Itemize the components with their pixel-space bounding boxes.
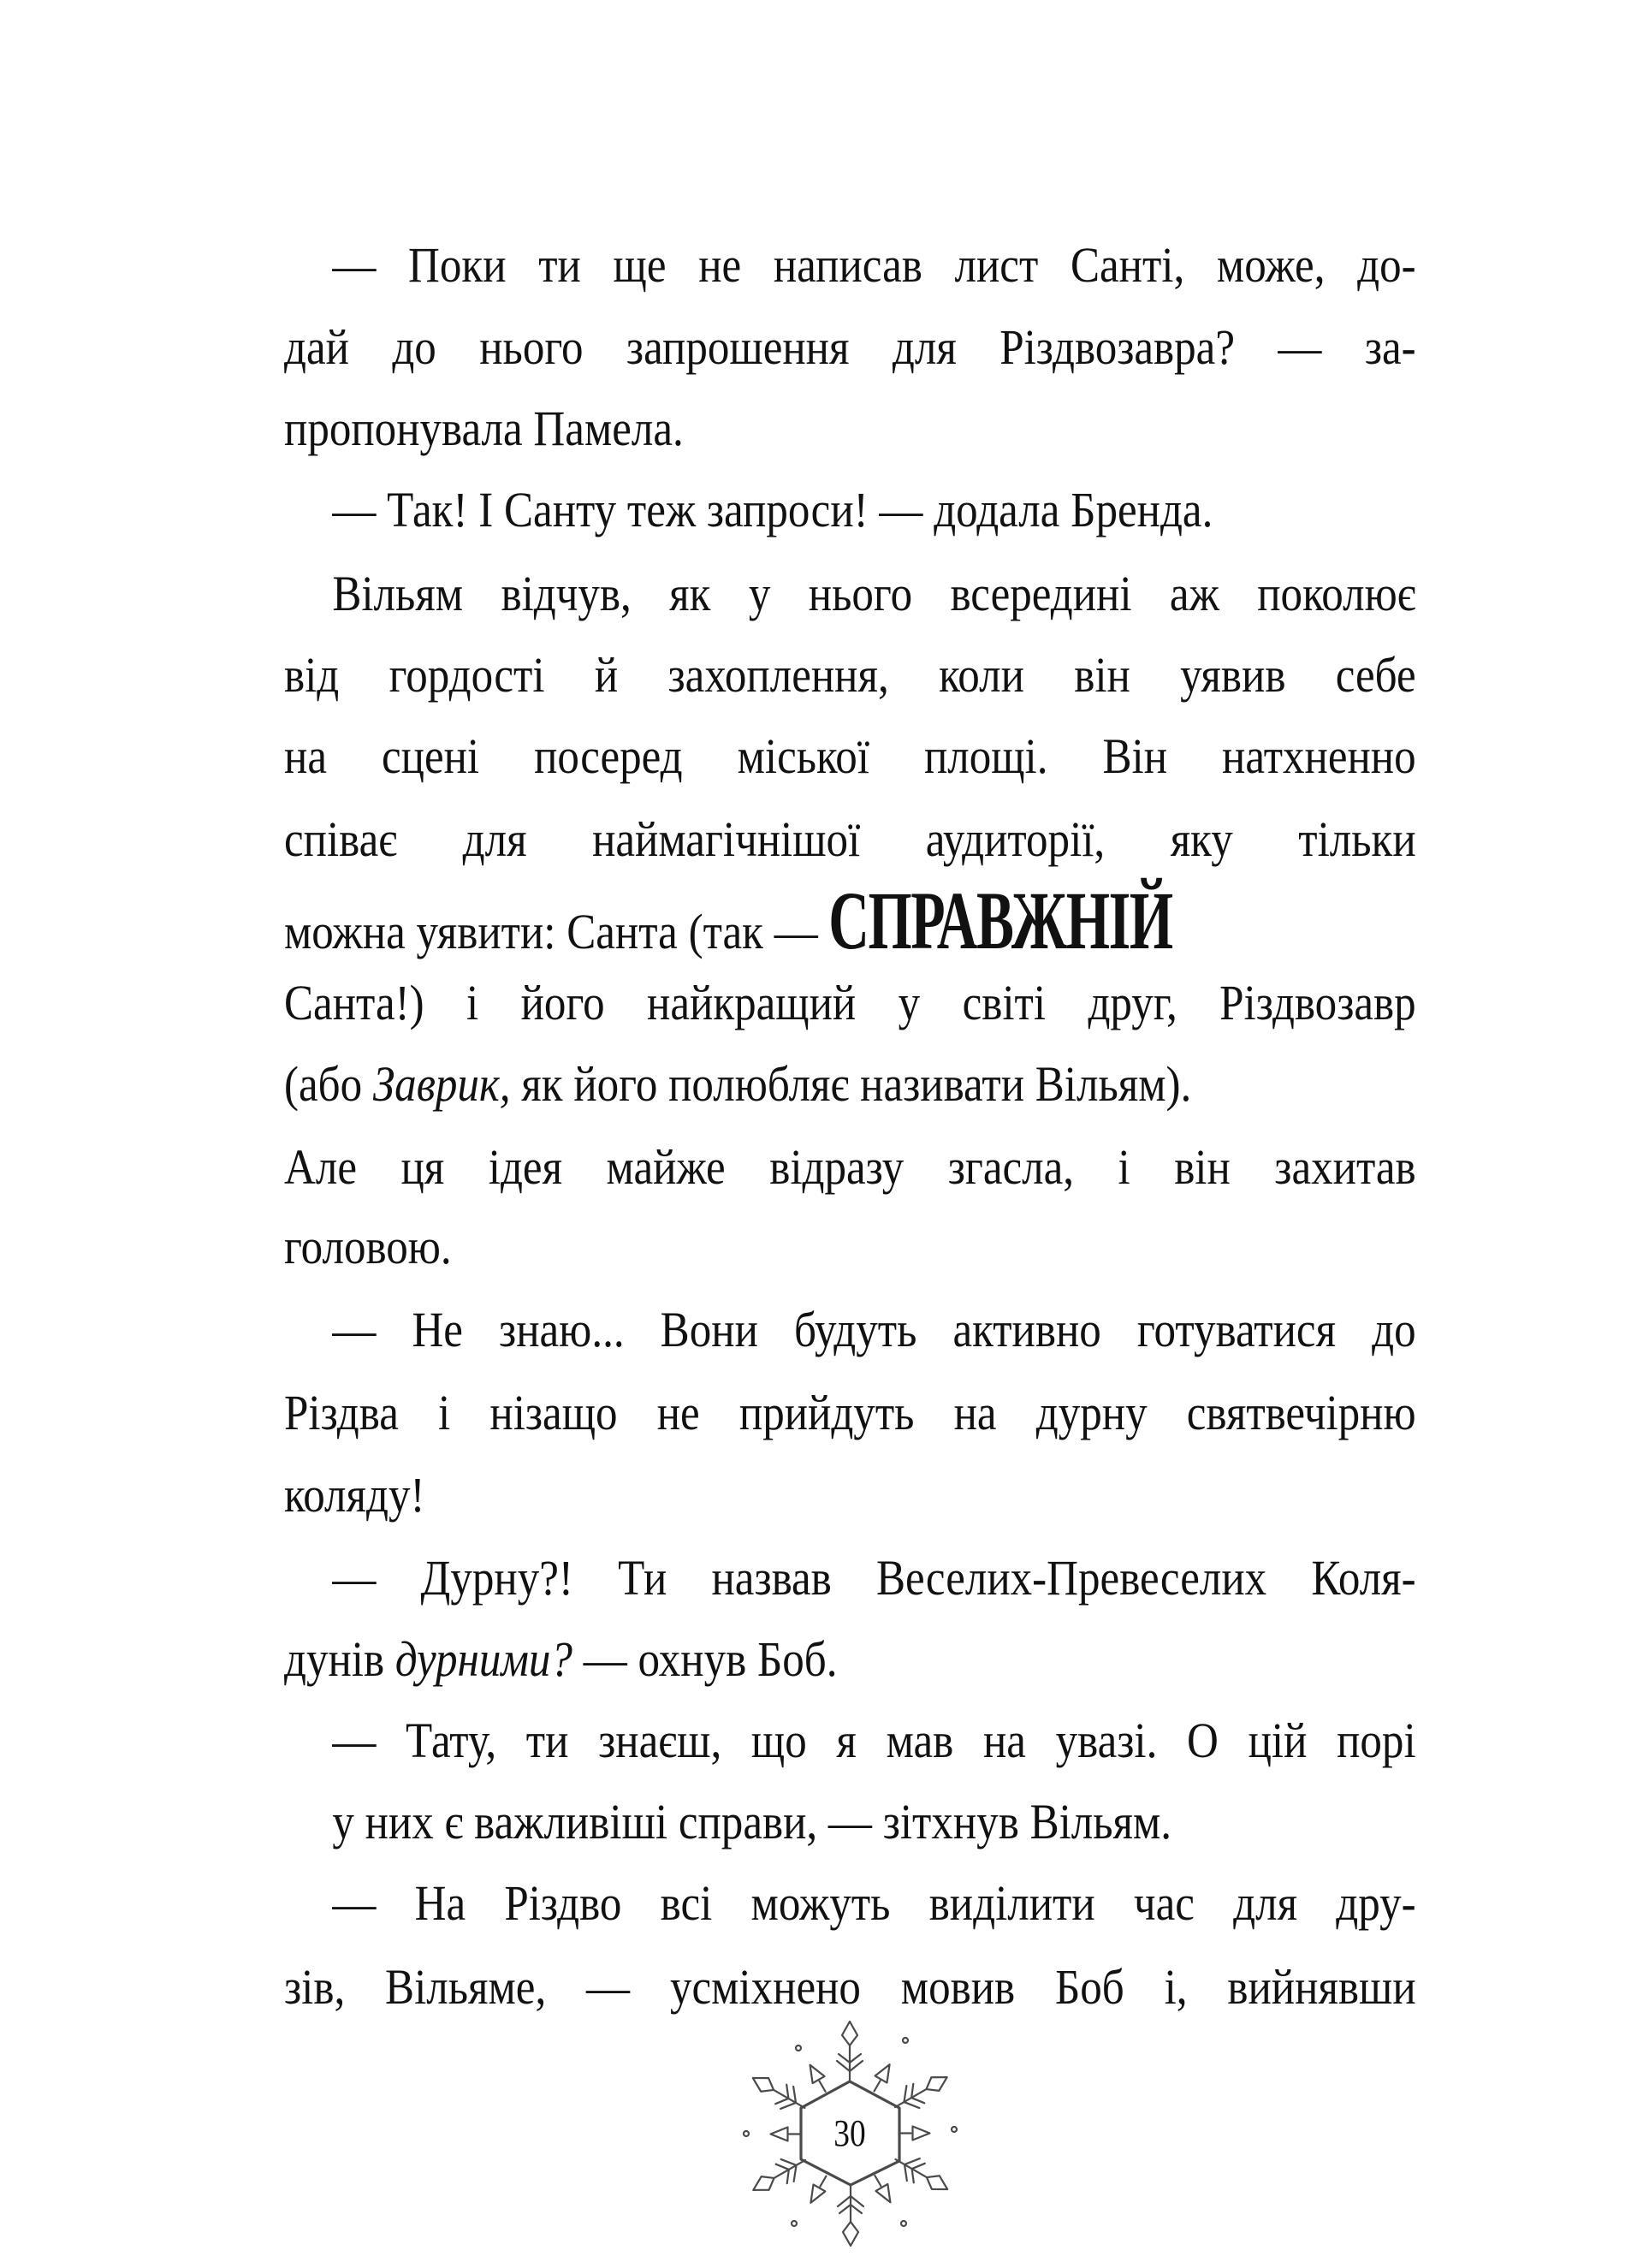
text-segment: як його полюбляє називати Вільям). bbox=[510, 1056, 1192, 1112]
emphasis-word: СПРАВЖНІЙ bbox=[828, 875, 1173, 966]
text-line: Вільям відчув, як у нього всередині аж поколює bbox=[332, 566, 1416, 621]
text-line: Санта!) і його найкращий у світі друг, Різдвозавр bbox=[284, 975, 1416, 1030]
text-segment: — охнув Боб. bbox=[572, 1631, 838, 1687]
text-line-with-emphasis bbox=[284, 875, 1416, 966]
text-line-with-italic bbox=[284, 1625, 1416, 1694]
text-segment: можна уявити: Санта (так — bbox=[284, 904, 829, 959]
text-line: співає для наймагічнішої аудиторії, яку тільки bbox=[284, 811, 1416, 867]
text-line: Але ця ідея майже відразу згасла, і він захитав bbox=[284, 1139, 1416, 1195]
text-line: у них є важливіші справи, — зітхнув Вільям. bbox=[332, 1794, 1172, 1849]
text-line: — Дурну?! Ти назвав Веселих-Превеселих Коля- bbox=[332, 1550, 1416, 1606]
text-line: зів, Вільяме, — усміхнено мовив Боб і, вийнявши bbox=[284, 1959, 1416, 2015]
text-line-with-italic bbox=[284, 1050, 1416, 1119]
text-line: — Не знаю... Вони будуть активно готуватися до bbox=[332, 1302, 1416, 1357]
text-line: пропонувала Памела. bbox=[284, 401, 684, 456]
text-line: на сцені посеред міської площі. Він натхненно bbox=[284, 728, 1416, 784]
text-line: дай до нього запрошення для Різдвозавра? — за- bbox=[284, 319, 1416, 375]
text-line: — На Різдво всі можуть виділити час для дру- bbox=[332, 1875, 1416, 1931]
italic-word: дурними? bbox=[394, 1631, 572, 1687]
text-line: — Поки ти ще не написав лист Санті, може, до- bbox=[332, 237, 1416, 293]
text-line: — Так! І Санту теж запроси! — додала Бренда. bbox=[332, 482, 1213, 537]
text-line: — Тату, ти знаєш, що я мав на увазі. О цій порі bbox=[332, 1713, 1416, 1768]
text-line: від гордості й захоплення, коли він уявив себе bbox=[284, 647, 1416, 703]
text-line: головою. bbox=[284, 1219, 452, 1274]
text-line: Різдва і нізащо не прийдуть на дурну святвечірню bbox=[284, 1385, 1416, 1440]
text-segment: (або bbox=[284, 1056, 373, 1112]
text-line: коляду! bbox=[284, 1467, 425, 1523]
italic-word: Заврик, bbox=[372, 1056, 511, 1112]
page-number: 30 bbox=[833, 2112, 866, 2154]
text-segment: дунів bbox=[284, 1631, 395, 1687]
